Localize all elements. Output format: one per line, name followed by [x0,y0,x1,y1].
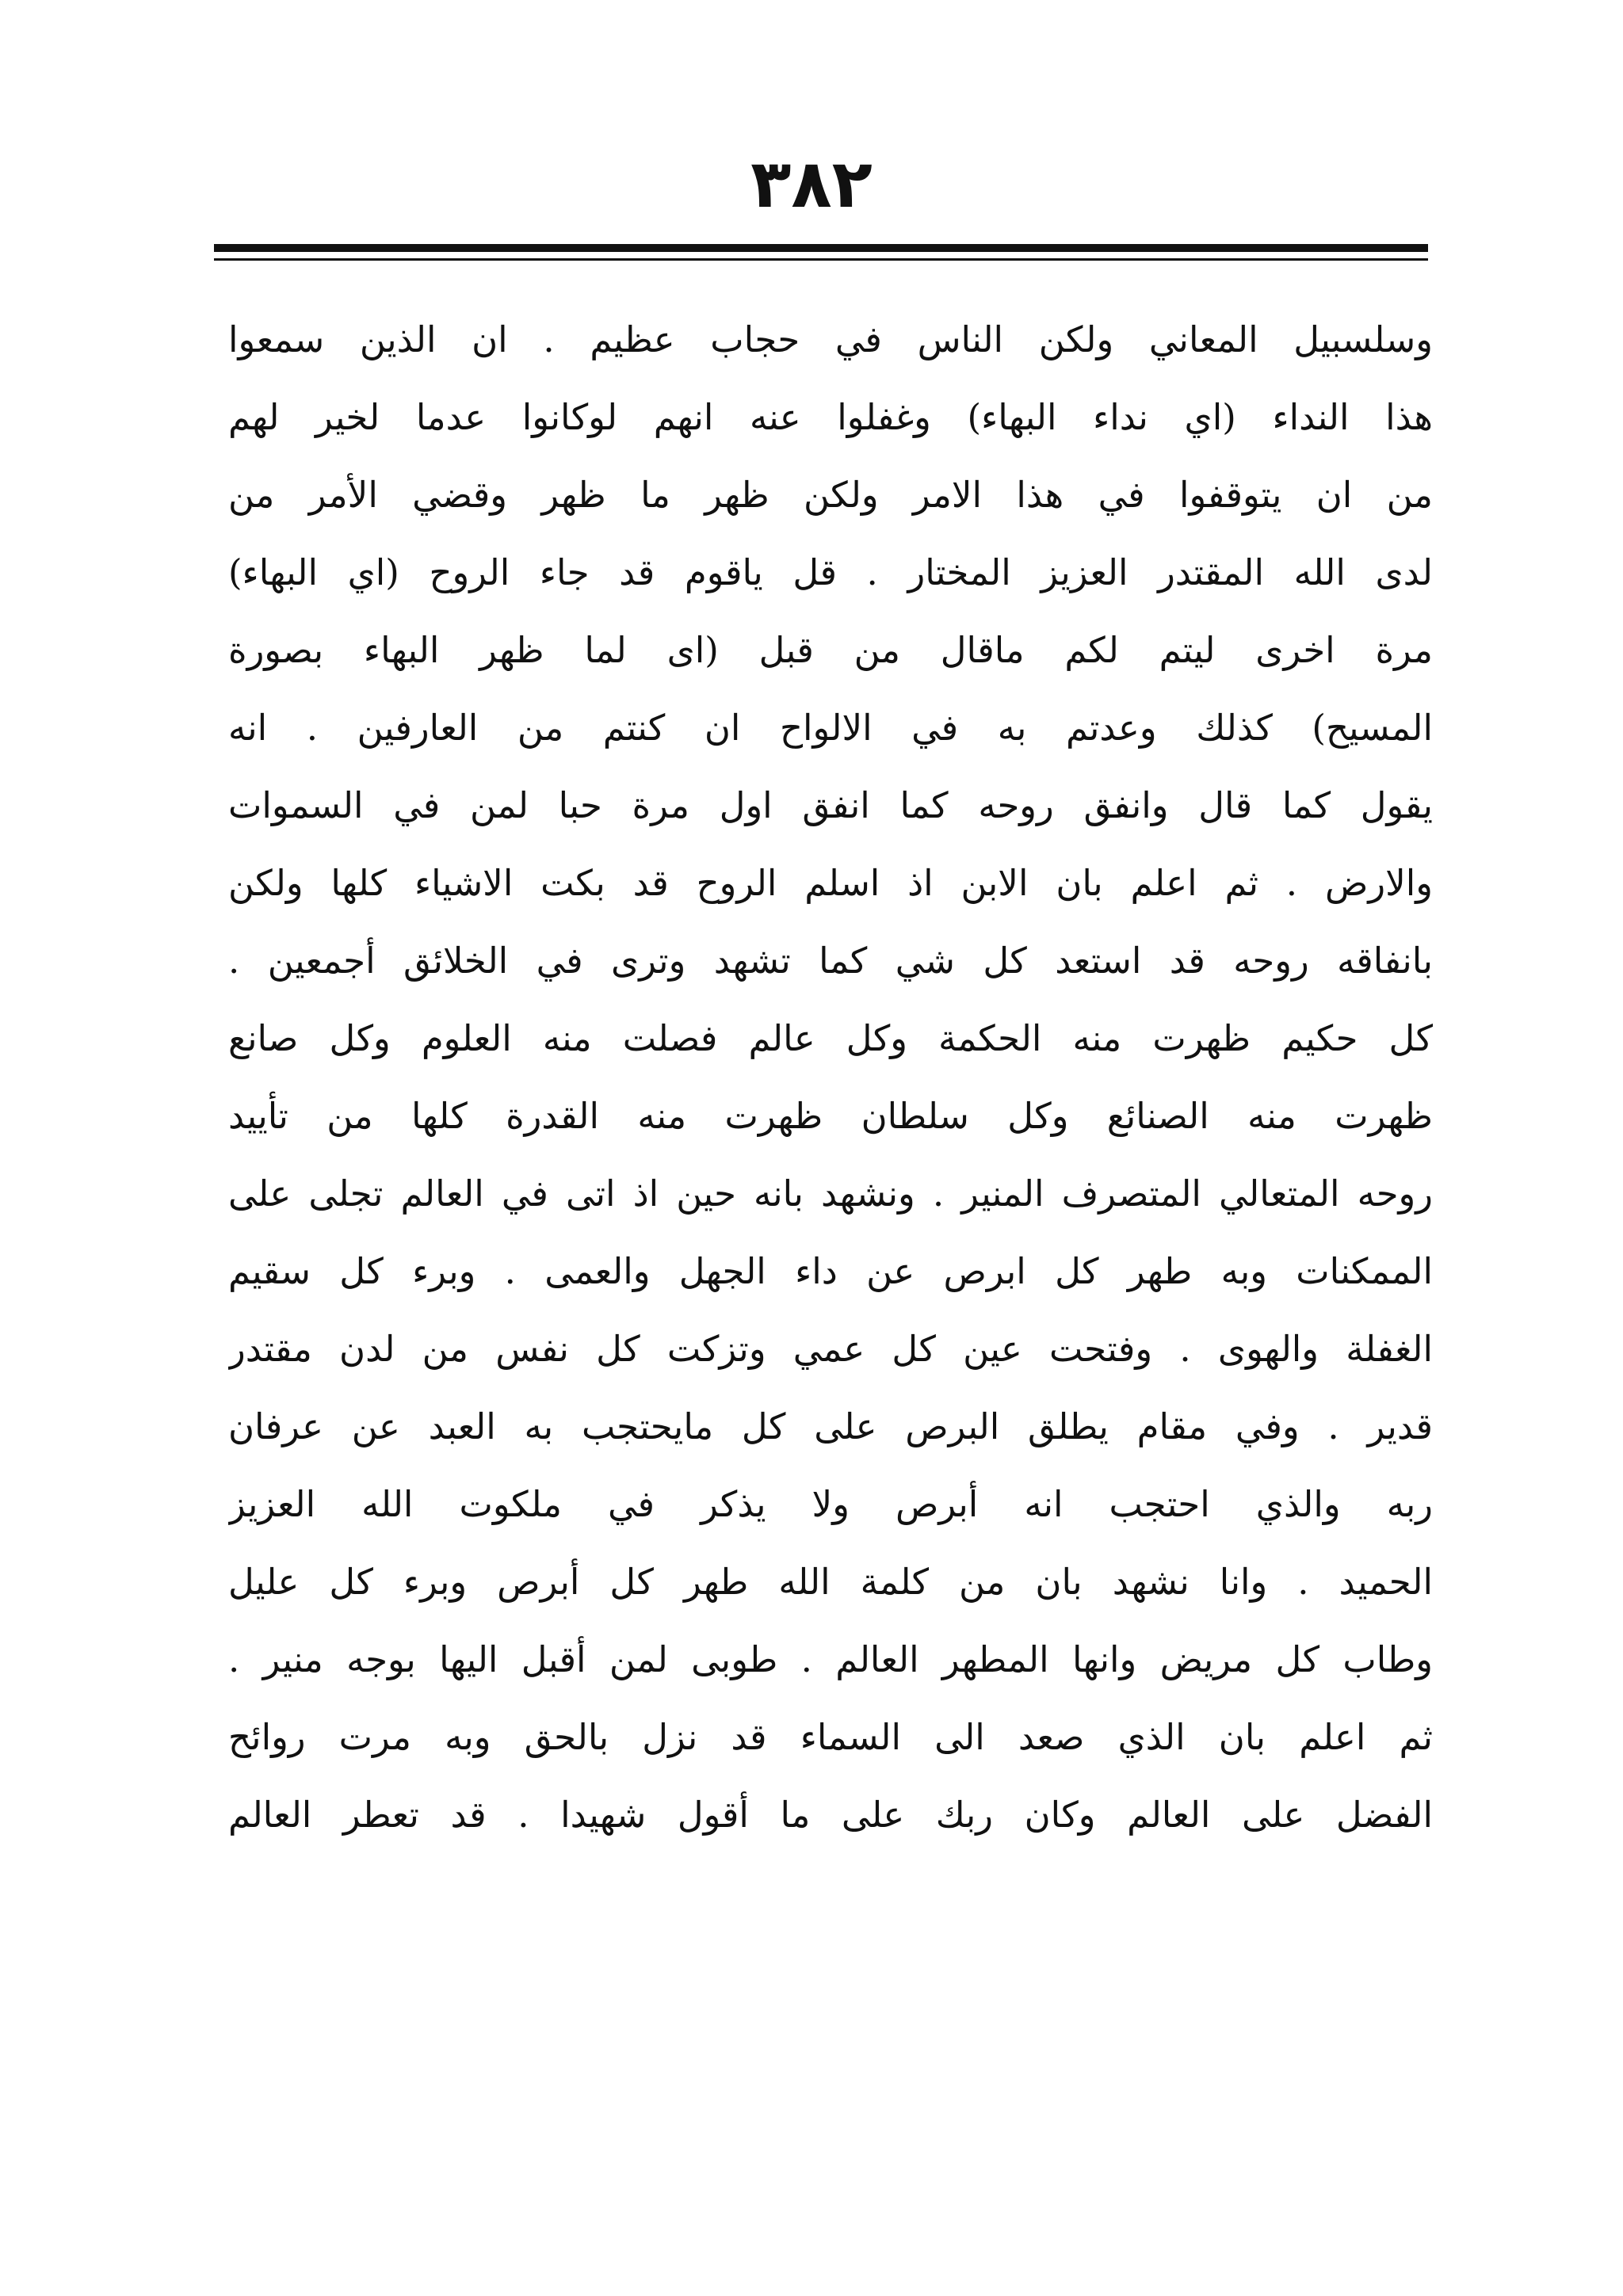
text-line-7: يقول كما قال وانفق روحه كما انفق اول مرة حبا لمن في السموات [228,784,1433,826]
text-line-20: الفضل على العالم وكان ربك على ما أقول شهيدا . قد تعطر العالم [228,1794,1433,1836]
text-line-2: هذا النداء (اي نداء البهاء) وغفلوا عنه انهم لوكانوا عدما لخير لهم [228,396,1433,438]
text-line-1: وسلسبيل المعاني ولكن الناس في حجاب عظيم . ان الذين سمعوا [228,318,1433,360]
text-line-4: لدى الله المقتدر العزيز المختار . قل ياقوم قد جاء الروح (اي البهاء) [228,551,1433,593]
text-line-12: روحه المتعالي المتصرف المنير . ونشهد بانه حين اذ اتى في العالم تجلى على [228,1173,1433,1215]
text-line-17: الحميد . وانا نشهد بان من كلمة الله طهر كل أبرص وبرء كل عليل [228,1561,1433,1603]
text-line-10: كل حكيم ظهرت منه الحكمة وكل عالم فصلت منه العلوم وكل صانع [228,1017,1433,1059]
header-rule-thick [214,244,1428,252]
text-line-11: ظهرت منه الصنائع وكل سلطان ظهرت منه القدرة كلها من تأييد [228,1095,1433,1137]
text-line-8: والارض . ثم اعلم بان الابن اذ اسلم الروح قد بكت الاشياء كلها ولكن [228,862,1433,904]
text-line-15: قدير . وفي مقام يطلق البرص على كل مايحتجب به العبد عن عرفان [228,1405,1433,1447]
page-number: ٣٨٢ [750,145,873,223]
text-line-18: وطاب كل مريض وانها المطهر العالم . طوبى لمن أقبل اليها بوجه منير . [228,1638,1433,1680]
text-line-9: بانفاقه روحه قد استعد كل شي كما تشهد وترى في الخلائق أجمعين . [228,940,1433,982]
text-line-3: من ان يتوقفوا في هذا الامر ولكن ظهر ما ظهر وقضي الأمر من [228,474,1433,516]
text-line-14: الغفلة والهوى . وفتحت عين كل عمي وتزكت كل نفس من لدن مقتدر [228,1328,1433,1370]
text-line-5: مرة اخرى ليتم لكم ماقال من قبل (اى لما ظهر البهاء بصورة [228,629,1433,671]
text-line-16: ربه والذي احتجب انه أبرص ولا يذكر في ملكوت الله العزيز [228,1483,1433,1525]
text-line-19: ثم اعلم بان الذي صعد الى السماء قد نزل بالحق وبه مرت روائح [228,1716,1433,1758]
text-block [228,301,1433,1854]
text-line-6: المسيح) كذلك وعدتم به في الالواح ان كنتم من العارفين . انه [228,707,1433,749]
header-rule-thin [214,258,1428,261]
text-line-13: الممكنات وبه طهر كل ابرص عن داء الجهل والعمى . وبرء كل سقيم [228,1250,1433,1292]
